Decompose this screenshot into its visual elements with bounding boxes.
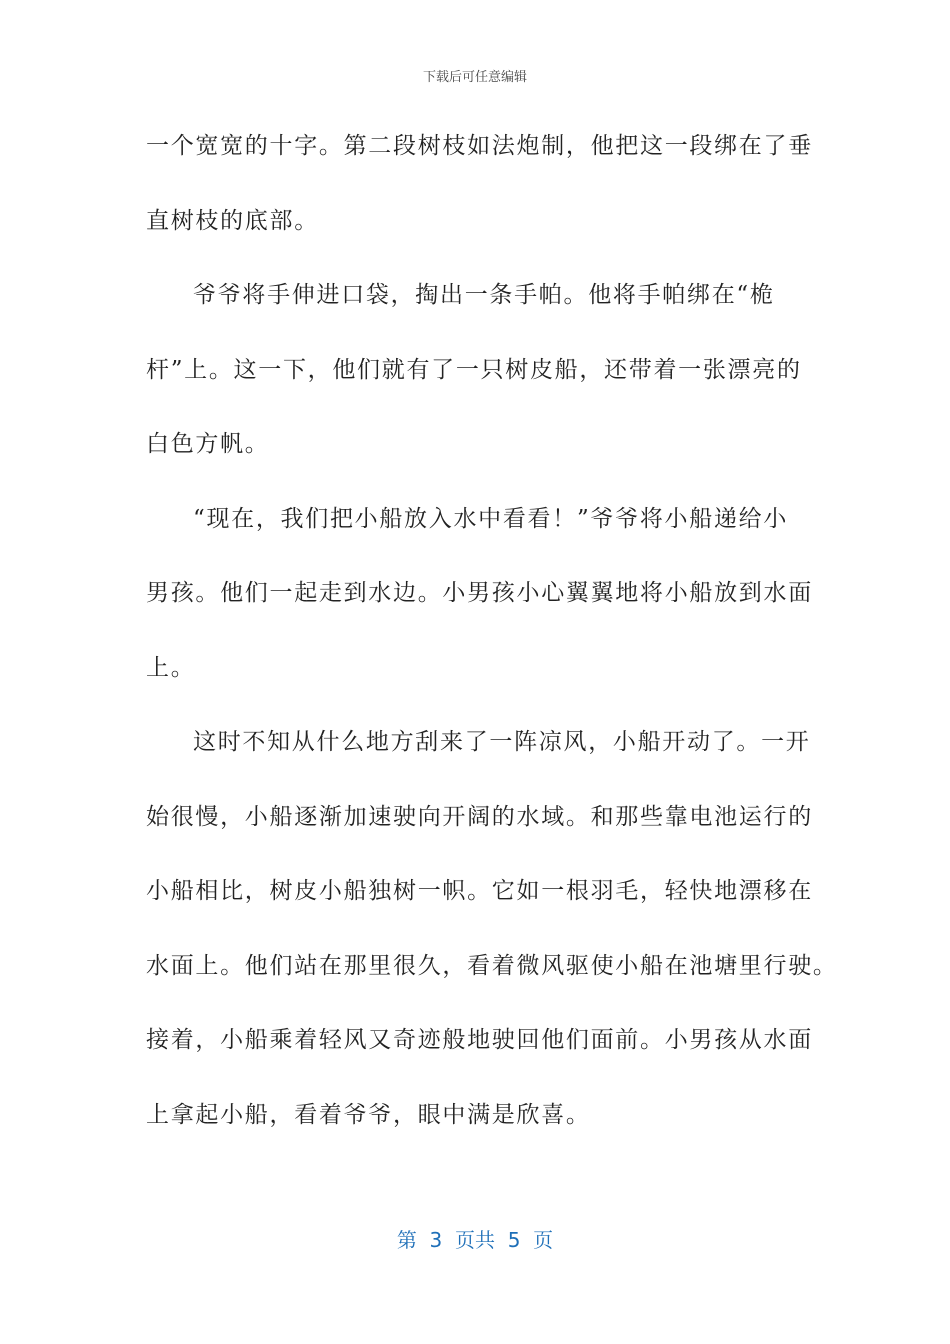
paragraph-line: 这时不知从什么地方刮来了一阵凉风，小船开动了。一开 [193,729,811,755]
page-number-footer: 第 3 页共 5 页 [396,1228,554,1252]
paragraph-line: 接着，小船乘着轻风又奇迹般地驶回他们面前。小男孩从水面 [146,1027,813,1053]
paragraph-line: 直树枝的底部。 [146,207,319,234]
paragraph-line: 杆”上。这一下，他们就有了一只树皮船，还带着一张漂亮的 [146,356,802,383]
paragraph-line: “现在，我们把小船放入水中看看！”爷爷将小船递给小 [193,505,789,532]
paragraph-line: 上。 [146,654,196,681]
paragraph-line: 男孩。他们一起走到水边。小男孩小心翼翼地将小船放到水面 [146,580,813,606]
body-text [146,122,838,1165]
paragraph-line: 一个宽宽的十字。第二段树枝如法炮制，他把这一段绑在了垂 [146,133,813,159]
paragraph-line: 爷爷将手伸进口袋，掏出一条手帕。他将手帕绑在“桅 [193,282,775,308]
header-note: 下载后可任意编辑 [422,70,527,85]
paragraph-line: 水面上。他们站在那里很久，看着微风驱使小船在池塘里行驶。 [146,952,838,979]
paragraph-line: 白色方帆。 [146,431,270,457]
paragraph-line: 上拿起小船，看着爷爷，眼中满是欣喜。 [146,1101,591,1128]
paragraph-line: 小船相比，树皮小船独树一帜。它如一根羽毛，轻快地漂移在 [146,878,813,904]
paragraph-line: 始很慢，小船逐渐加速驶向开阔的水域。和那些靠电池运行的 [146,803,813,830]
